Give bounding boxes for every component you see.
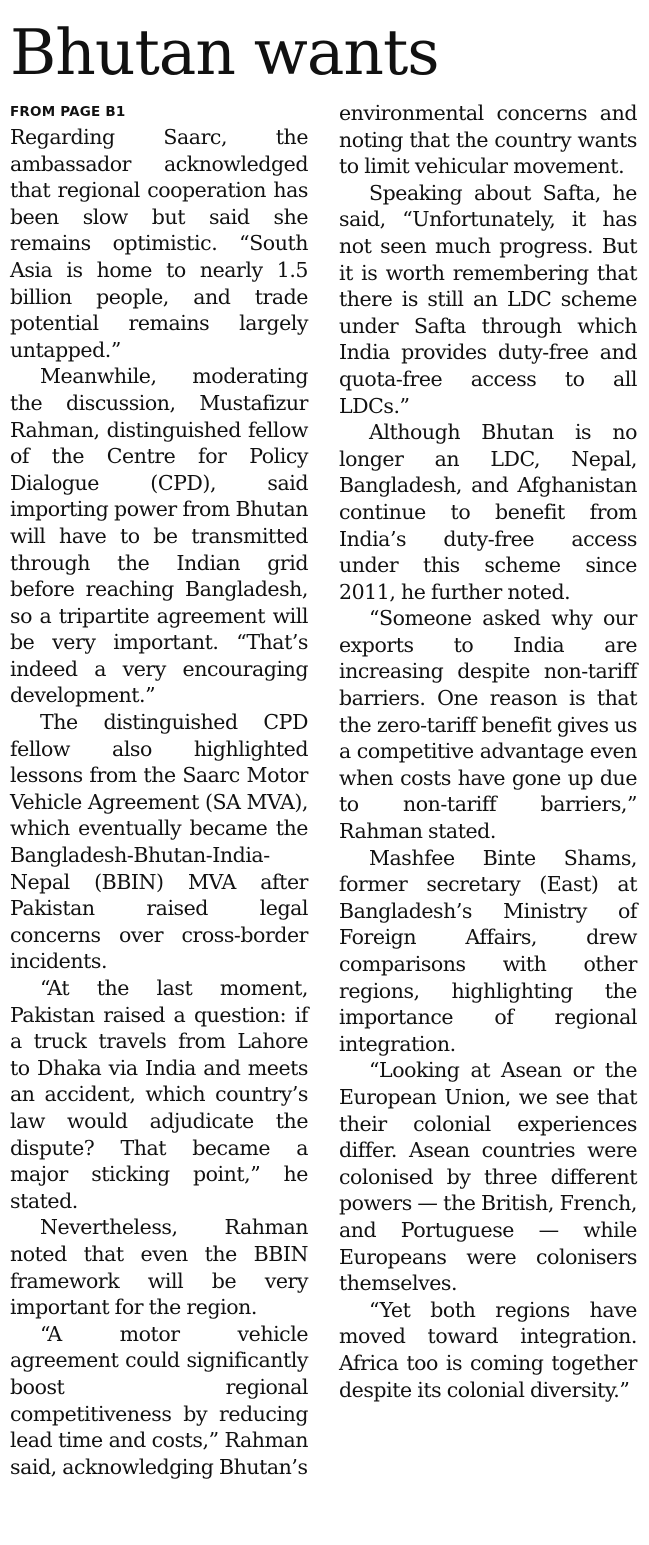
article-paragraph: “Someone asked why our exports to India are increasing despite non-tariff barriers. One reason is that the zero-tariff benefit gives us a competitive advantage even when costs have gone up due to non-tariff barriers,” Rahman stated. [339, 606, 637, 844]
article-paragraph: Although Bhutan is no longer an LDC, Nepal, Bangladesh, and Afghanistan continue to benefit from India’s duty-free access under this scheme since 2011, he further noted. [339, 420, 637, 604]
article-paragraph: “At the last moment, Pakistan raised a question: if a truck travels from Lahore to Dhaka via India and meets an accident, which country’s law would adjudicate the dispute? That became a major sticking point,” he stated. [10, 976, 308, 1213]
article-paragraph: “Looking at Asean or the European Union, we see that their colonial experiences differ. Asean countries were colonised by three different powers — the British, French, and Portuguese — while Europeans were colonisers themselves. [339, 1058, 637, 1296]
article-paragraph-continued: environmental concerns and noting that the country wants to limit vehicular movement. [339, 101, 637, 179]
article-paragraph: “Yet both regions have moved toward integration. Africa too is coming together despite its colonial diversity.” [339, 1297, 637, 1402]
article-column-right [339, 100, 637, 1403]
article-paragraph: “A motor vehicle agreement could significantly boost regional competitiveness by reducing lead time and costs,” Rahman said, acknowledging Bhutan’s [10, 1321, 308, 1479]
article-column-left [10, 100, 308, 1480]
article-paragraph: Regarding Saarc, the ambassador acknowledged that regional cooperation has been slow but said she remains optimistic. “South Asia is home to nearly 1.5 billion people, and trade potential remains largely untapped.” [10, 125, 308, 362]
article-paragraph: Speaking about Safta, he said, “Unfortunately, it has not seen much progress. But it is worth remembering that there is still an LDC scheme under Safta through which India provides duty-free and quota-free access to all LDCs.” [339, 180, 637, 418]
article-paragraph: The distinguished CPD fellow also highlighted lessons from the Saarc Motor Vehicle Agreement (SA MVA), which eventually became the Bangladesh-Bhutan-India-Nepal (BBIN) MVA after Pakistan raised legal concerns over cross-border incidents. [10, 710, 308, 974]
article-paragraph: Mashfee Binte Shams, former secretary (East) at Bangladesh’s Ministry of Foreign Affairs, drew comparisons with other regions, highlighting the importance of regional integration. [339, 845, 637, 1056]
jump-label: FROM PAGE B1 [10, 104, 126, 120]
article-paragraph: Meanwhile, moderating the discussion, Mustafizur Rahman, distinguished fellow of the Centre for Policy Dialogue (CPD), said importing power from Bhutan will have to be transmitted through the Indian grid before reaching Bangladesh, so a tripartite agreement will be very important. “That’s indeed a very encouraging development.” [10, 364, 308, 708]
headline: Bhutan wants [10, 16, 439, 89]
article-paragraph: Nevertheless, Rahman noted that even the BBIN framework will be very important for the region. [10, 1215, 308, 1320]
